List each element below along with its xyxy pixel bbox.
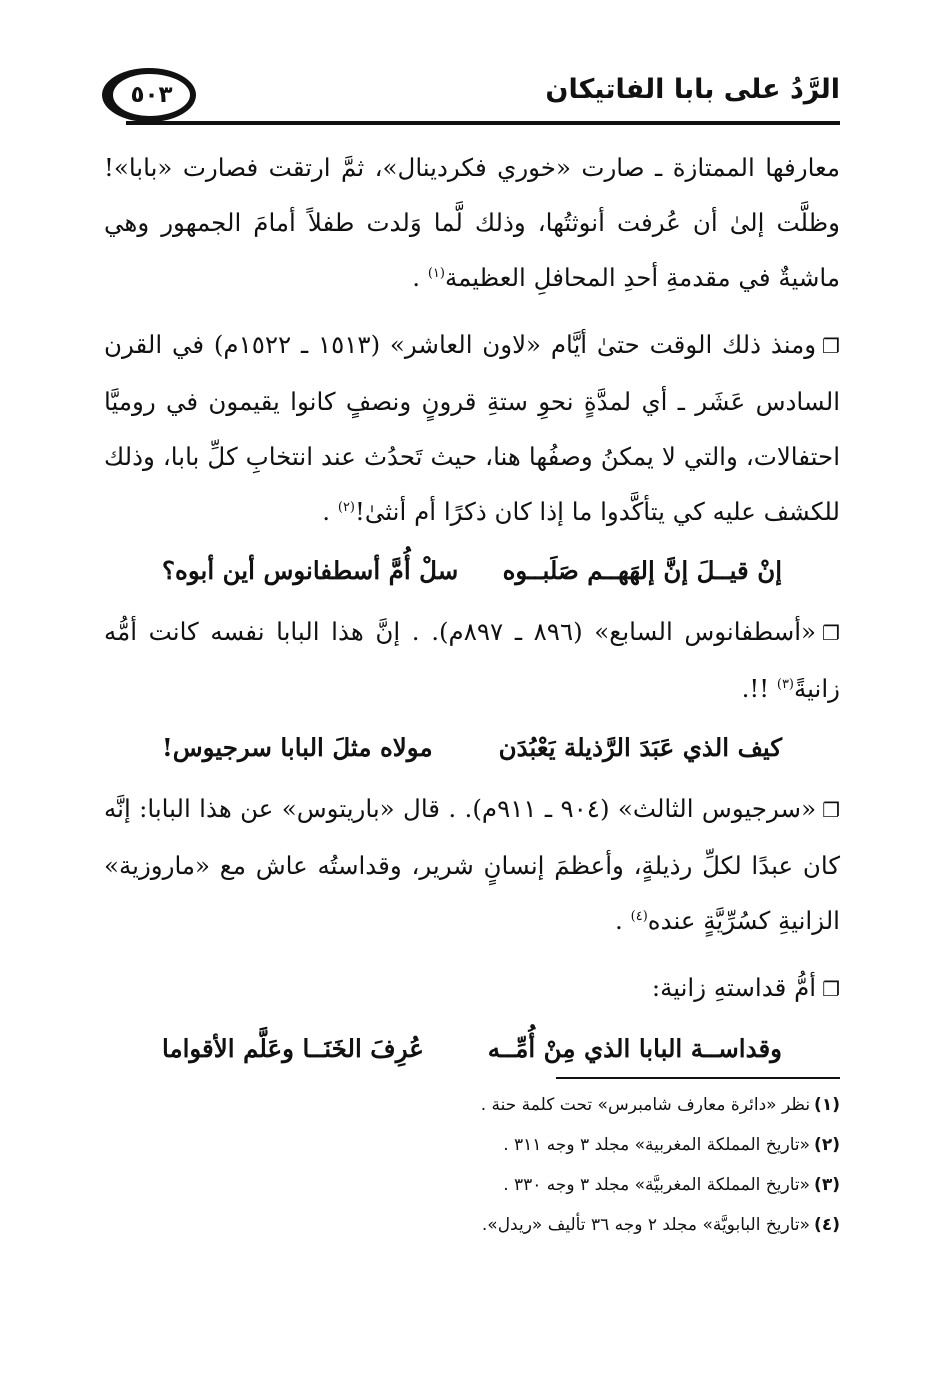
footnote-marker: (٣): [776, 676, 794, 692]
footnote-marker: (٢): [337, 499, 355, 515]
paragraph-2: [104, 317, 840, 539]
paragraph-4: [104, 781, 840, 948]
footnote-marker: (٤): [630, 908, 648, 924]
footnote-1: [340, 1085, 840, 1125]
verse-first-hemistich: إنْ قيــلَ إنَّ إلهَهــم صَلَبــوه: [502, 556, 782, 585]
page-number-badge: [102, 68, 196, 122]
paragraph-text: ومنذ ذلك الوقت حتىٰ أيَّام «لاون العاشر» (١٥١٣ ـ ١٥٢٢م) في القرن السادس عَشَر ـ أي لمدَّةٍ نحوِ ستةِ قرونٍ ونصفٍ كانوا يقيمون في روميَّا احتفالات، والتي لا يمكنُ وصفُها هنا، حيث تَحدُث عند انتخابِ كلِّ بابا، وذلك للكشف عليه كي يتأكَّدوا ما إذا كان ذكرًا أم أنثىٰ!: [104, 330, 840, 526]
footnote-number: (١): [814, 1095, 840, 1115]
footnote-number: (٣): [814, 1175, 840, 1195]
page-number: ٥٠٣: [130, 82, 173, 108]
paragraph-tail: .: [615, 906, 631, 935]
footnote-rule: [556, 1077, 840, 1079]
verse-first-hemistich: وقداســة البابا الذي مِنْ أُمِّــه: [487, 1034, 782, 1063]
footnote-text: «تاريخ المملكة المغربيَّة» مجلد ٣ وجه ٣٣٠ .: [503, 1175, 811, 1195]
footnote-text: «تاريخ المملكة المغربية» مجلد ٣ وجه ٣١١ .: [503, 1135, 811, 1155]
running-title: الرَّدُ على بابا الفاتيكان: [545, 74, 840, 105]
verse-3: [104, 1021, 840, 1076]
footnote-4: [340, 1205, 840, 1245]
verse-2: [104, 720, 840, 775]
paragraph-tail: .: [322, 497, 338, 526]
square-bullet-icon: ❐: [822, 798, 840, 822]
footnotes: [340, 1085, 840, 1245]
footnote-number: (٢): [814, 1135, 840, 1155]
footnote-2: [340, 1125, 840, 1165]
main-text: [104, 140, 840, 1082]
paragraph-5: [104, 960, 840, 1017]
paragraph-3: [104, 604, 840, 716]
footnote-3: [340, 1165, 840, 1205]
page-header: [98, 66, 840, 132]
paragraph-text: معارفها الممتازة ـ صارت «خوري فكردينال»، ثمَّ ارتقت فصارت «بابا»! وظلَّت إلىٰ أن عُرفت أنوثتُها، وذلك لَّما وَلدت طفلاً أمامَ الجمهور وهي ماشيةٌ في مقدمةِ أحدِ المحافلِ العظيمة: [104, 153, 840, 292]
paragraph-text: «سرجيوس الثالث» (٩٠٤ ـ ٩١١م). . قال «باريتوس» عن هذا البابا: إنَّه كان عبدًا لكلِّ رذيلةٍ، وأعظمَ إنسانٍ شرير، وقداستُه عاش مع «ماروزية» الزانيةِ كسُرِّيَّةٍ عنده: [104, 794, 840, 935]
verse-first-hemistich: كيف الذي عَبَدَ الرَّذيلة يَعْبُدَن: [498, 733, 782, 762]
verse-second-hemistich: سلْ أُمَّ أسطفانوس أين أبوه؟: [162, 556, 459, 585]
paragraph-text: «أسطفانوس السابع» (٨٩٦ ـ ٨٩٧م). . إنَّ هذا البابا نفسه كانت أمُّه زانيةً: [104, 617, 840, 703]
paragraph-tail: .: [412, 263, 428, 292]
verse-1: [104, 543, 840, 598]
square-bullet-icon: ❐: [822, 977, 840, 1001]
footnote-text: «تاريخ البابويَّة» مجلد ٢ وجه ٣٦ تأليف «ريدل».: [481, 1215, 811, 1235]
footnote-number: (٤): [814, 1215, 840, 1235]
verse-second-hemistich: مولاه مثلَ البابا سرجيوس!: [162, 733, 433, 762]
paragraph-text: أمُّ قداستهِ زانية:: [651, 973, 817, 1002]
paragraph-tail: !!.: [741, 674, 777, 703]
square-bullet-icon: ❐: [822, 621, 840, 645]
header-rule: [126, 121, 840, 125]
footnote-text: نظر «دائرة معارف شامبرس» تحت كلمة حنة .: [480, 1095, 811, 1115]
verse-second-hemistich: عُرِفَ الخَنَــا وعَلَّم الأقواما: [162, 1034, 424, 1063]
footnote-marker: (١): [427, 265, 445, 281]
square-bullet-icon: ❐: [822, 334, 840, 358]
paragraph-1: [104, 140, 840, 305]
